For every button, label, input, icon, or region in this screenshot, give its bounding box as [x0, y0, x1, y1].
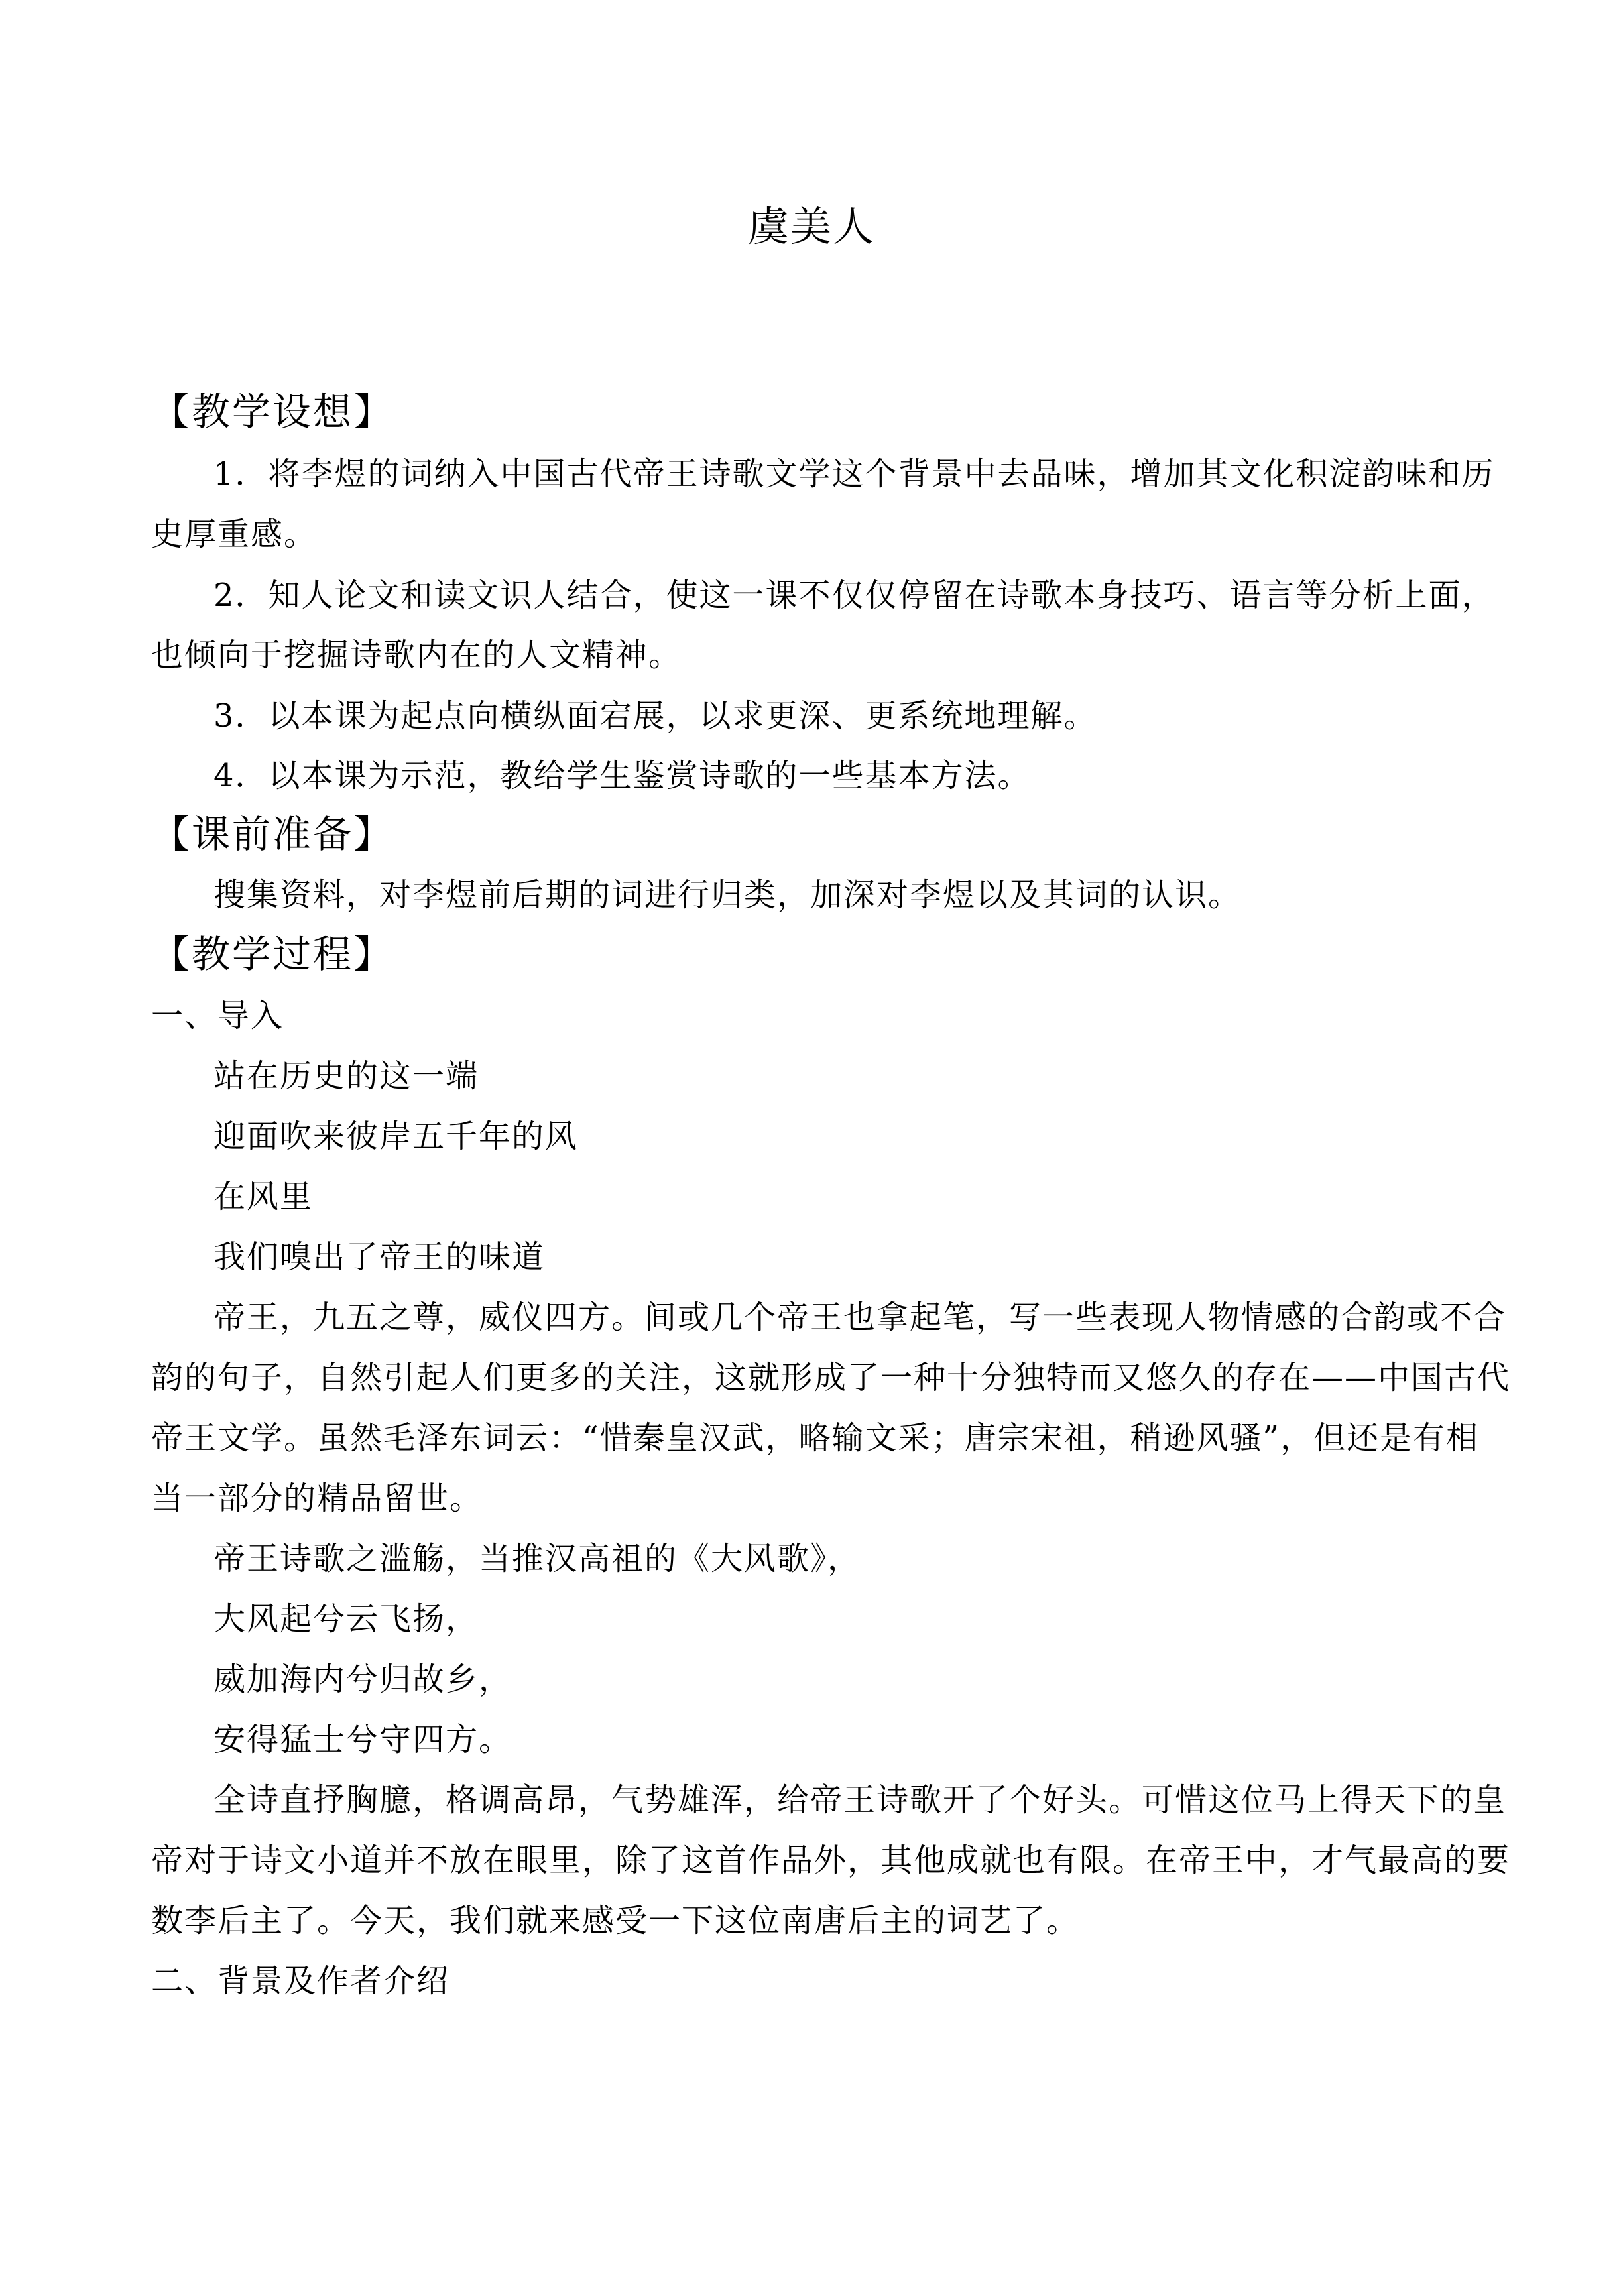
- section-heading-preparation: 【课前准备】: [151, 812, 394, 857]
- intro-paragraph-line: 帝王文学。虽然毛泽东词云：“惜秦皇汉武，略输文采；唐宗宋祖，稍逊风骚”，但还是有相: [151, 1420, 1480, 1457]
- design-item-2-line-2: 也倾向于挖掘诗歌内在的人文精神。: [151, 636, 682, 674]
- song-line: 威加海内兮归故乡，: [213, 1661, 512, 1698]
- poem-line: 站在历史的这一端: [213, 1057, 479, 1095]
- poem-line: 我们嗅出了帝王的味道: [213, 1239, 546, 1276]
- design-item-1-line-1: 1．将李煜的词纳入中国古代帝王诗歌文学这个背景中去品味，增加其文化积淀韵味和历: [213, 455, 1495, 493]
- commentary-paragraph-line: 帝对于诗文小道并不放在眼里，除了这首作品外，其他成就也有限。在帝王中，才气最高的要: [151, 1842, 1511, 1879]
- section-heading-process: 【教学过程】: [151, 932, 394, 977]
- song-line: 安得猛士兮守四方。: [213, 1721, 512, 1758]
- design-item-3: 3．以本课为起点向横纵面宕展，以求更深、更系统地理解。: [213, 697, 1097, 735]
- commentary-paragraph-line: 全诗直抒胸臆，格调高昂，气势雄浑，给帝王诗歌开了个好头。可惜这位马上得天下的皇: [213, 1782, 1507, 1819]
- intro-paragraph-line: 帝王，九五之尊，威仪四方。间或几个帝王也拿起笔，写一些表现人物情感的合韵或不合: [213, 1299, 1507, 1336]
- poem-line: 迎面吹来彼岸五千年的风: [213, 1118, 579, 1155]
- intro-paragraph-line: 韵的句子，自然引起人们更多的关注，这就形成了一种十分独特而又悠久的存在——中国古代: [151, 1359, 1511, 1396]
- document-title: 虞美人: [747, 202, 875, 251]
- intro-paragraph-line: 当一部分的精品留世。: [151, 1480, 483, 1517]
- section-heading-teaching-design: 【教学设想】: [151, 389, 394, 434]
- part-2-title: 二、背景及作者介绍: [151, 1963, 450, 2000]
- design-item-1-line-2: 史厚重感。: [151, 516, 318, 553]
- poem-line: 在风里: [213, 1178, 314, 1215]
- commentary-paragraph-line: 数李后主了。今天，我们就来感受一下这位南唐后主的词艺了。: [151, 1902, 1080, 1939]
- part-1-title: 一、导入: [151, 997, 284, 1034]
- design-item-2-line-1: 2．知人论文和读文识人结合，使这一课不仅仅停留在诗歌本身技巧、语言等分析上面，: [213, 577, 1495, 614]
- design-item-4: 4．以本课为示范，教给学生鉴赏诗歌的一些基本方法。: [213, 757, 1031, 794]
- preparation-paragraph: 搜集资料，对李煜前后期的词进行归类，加深对李煜以及其词的认识。: [213, 876, 1242, 914]
- song-line: 大风起兮云飞扬，: [213, 1601, 479, 1638]
- dafengge-intro: 帝王诗歌之滥觞，当推汉高祖的《大风歌》，: [213, 1540, 861, 1577]
